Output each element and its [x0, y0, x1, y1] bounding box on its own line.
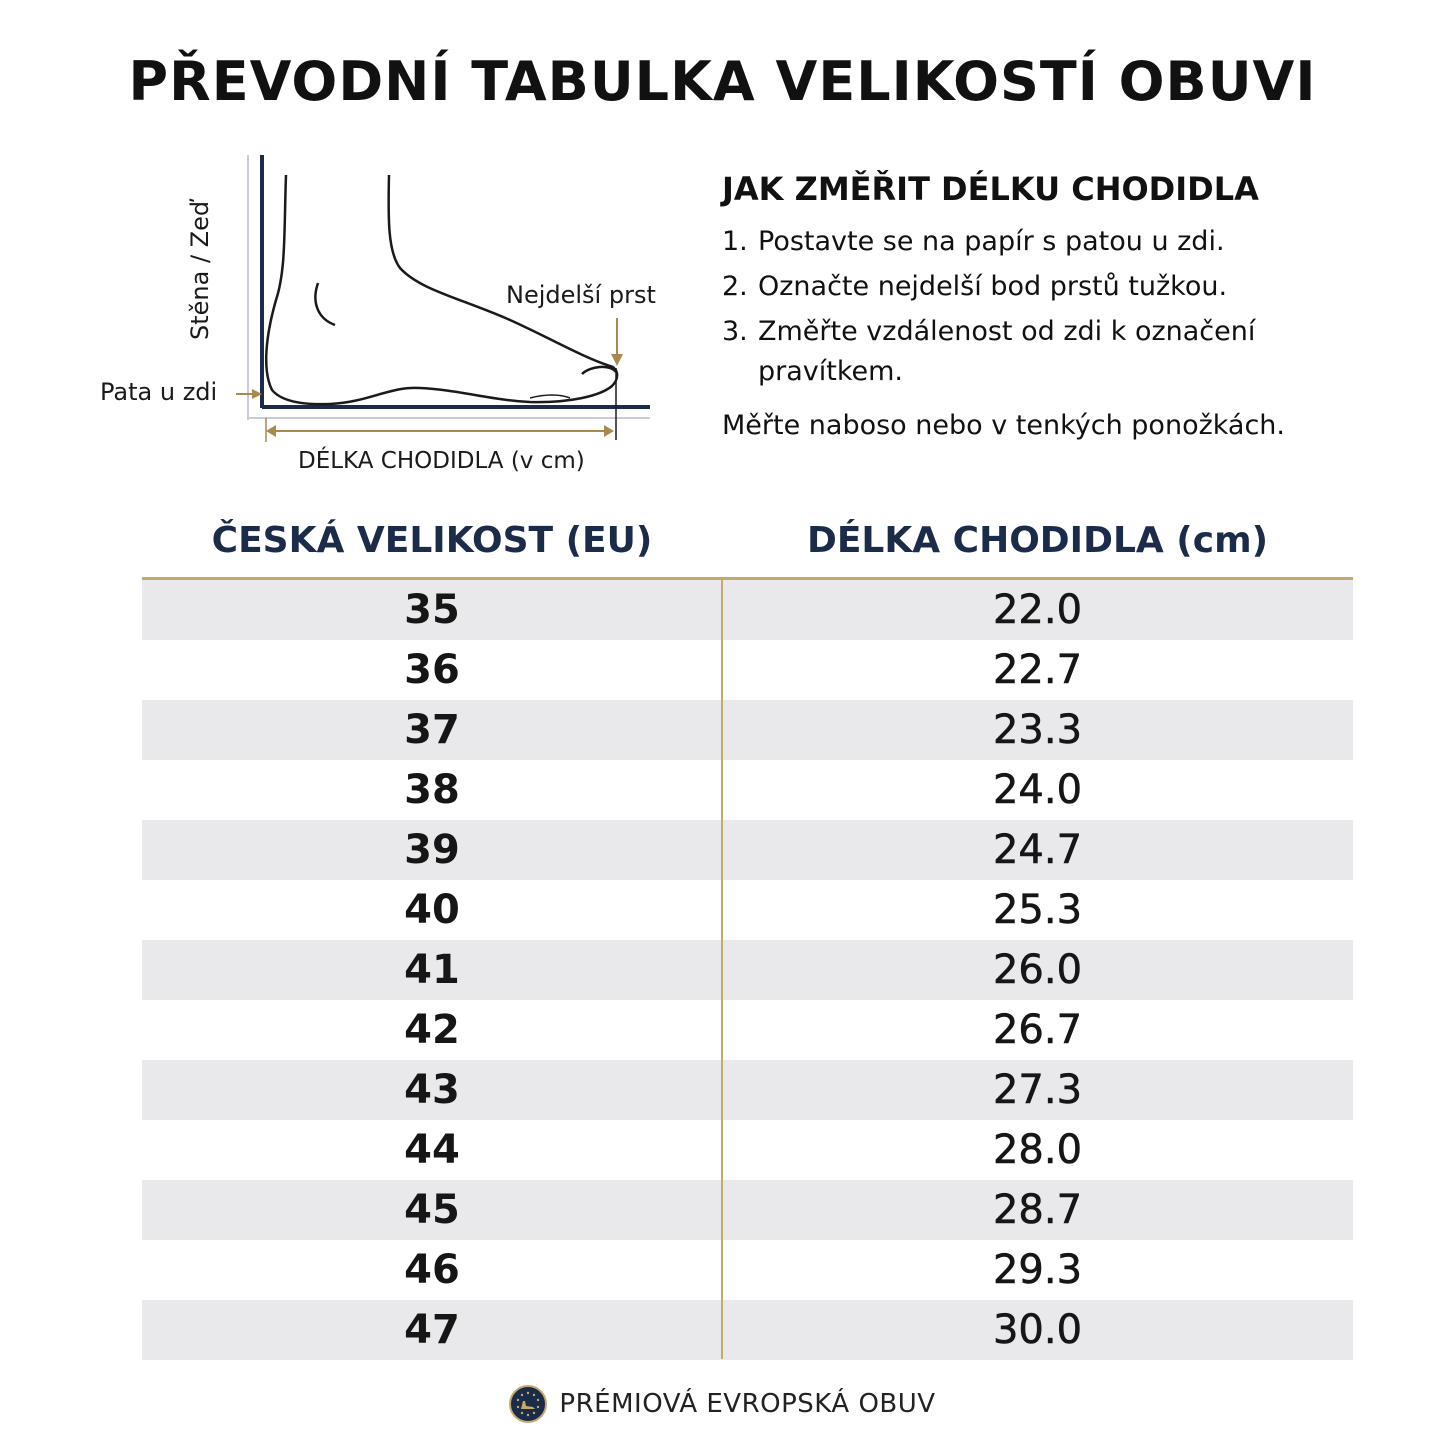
length-cell: 25.3: [992, 887, 1083, 933]
wall-label: Stěna / Zeď: [186, 200, 214, 340]
size-cell: 35: [404, 587, 460, 633]
length-cell: 24.0: [992, 767, 1083, 813]
table-row: [142, 940, 1353, 1000]
length-cell: 26.0: [992, 947, 1083, 993]
table-row: [142, 700, 1353, 760]
table-row: [142, 880, 1353, 940]
length-cell: 26.7: [992, 1007, 1083, 1053]
size-cell: 42: [404, 1007, 460, 1053]
step-text: Postavte se na papír s patou u zdi.: [758, 226, 1225, 257]
step-number: 3.: [722, 316, 748, 347]
length-cell: 29.3: [992, 1247, 1083, 1293]
header-length: DÉLKA CHODIDLA (cm): [806, 520, 1269, 561]
table-row: [142, 640, 1353, 700]
length-cell: 24.7: [992, 827, 1083, 873]
table-row: [142, 1180, 1353, 1240]
size-cell: 47: [404, 1307, 460, 1353]
brand-name: PRÉMIOVÁ EVROPSKÁ OBUV: [559, 1389, 936, 1419]
size-cell: 44: [404, 1127, 460, 1173]
instruction-step: [722, 222, 1402, 262]
size-cell: 36: [404, 647, 460, 693]
heel-label: Pata u zdi: [100, 378, 218, 406]
table-row: [142, 1000, 1353, 1060]
length-cell: 22.0: [992, 587, 1083, 633]
instructions-heading: JAK ZMĚŘIT DÉLKU CHODIDLA: [722, 170, 1259, 208]
measure-instructions: [722, 170, 1402, 441]
size-cell: 38: [404, 767, 460, 813]
size-cell: 40: [404, 887, 460, 933]
table-row: [142, 820, 1353, 880]
table-header: [142, 520, 1353, 576]
table-row: [142, 1060, 1353, 1120]
foot-illustration: [90, 150, 690, 490]
instruction-steps: [722, 222, 1402, 392]
size-cell: 41: [404, 947, 460, 993]
step-text: Označte nejdelší bod prstů tužkou.: [758, 271, 1228, 302]
length-cell: 23.3: [992, 707, 1083, 753]
size-cell: 39: [404, 827, 460, 873]
table-row: [142, 580, 1353, 640]
foot-length-label: DÉLKA CHODIDLA (v cm): [298, 448, 585, 474]
measure-note: Měřte naboso nebo v tenkých ponožkách.: [722, 410, 1286, 441]
foot-measure-diagram: [90, 150, 690, 490]
length-cell: 27.3: [992, 1067, 1083, 1113]
length-cell: 28.0: [992, 1127, 1083, 1173]
footer: [0, 1385, 1445, 1423]
length-cell: 28.7: [992, 1187, 1083, 1233]
step-number: 1.: [722, 226, 748, 257]
header-size: ČESKÁ VELIKOST (EU): [211, 520, 653, 561]
table-row: [142, 1300, 1353, 1360]
column-divider: [721, 578, 723, 1359]
length-cell: 30.0: [992, 1307, 1083, 1353]
size-cell: 45: [404, 1187, 460, 1233]
step-number: 2.: [722, 271, 748, 302]
instruction-step: [722, 312, 1402, 392]
size-cell: 46: [404, 1247, 460, 1293]
size-cell: 43: [404, 1067, 460, 1113]
length-cell: 22.7: [992, 647, 1083, 693]
step-text: Změřte vzdálenost od zdi k označení pravítkem.: [758, 316, 1256, 387]
table-row: [142, 1120, 1353, 1180]
longest-toe-label: Nejdelší prst: [506, 281, 656, 309]
instruction-step: [722, 267, 1402, 307]
brand-shoe-icon: [509, 1385, 547, 1423]
table-row: [142, 760, 1353, 820]
table-row: [142, 1240, 1353, 1300]
size-table: [142, 580, 1353, 1360]
page-title: PŘEVODNÍ TABULKA VELIKOSTÍ OBUVI: [128, 50, 1317, 113]
size-cell: 37: [404, 707, 460, 753]
